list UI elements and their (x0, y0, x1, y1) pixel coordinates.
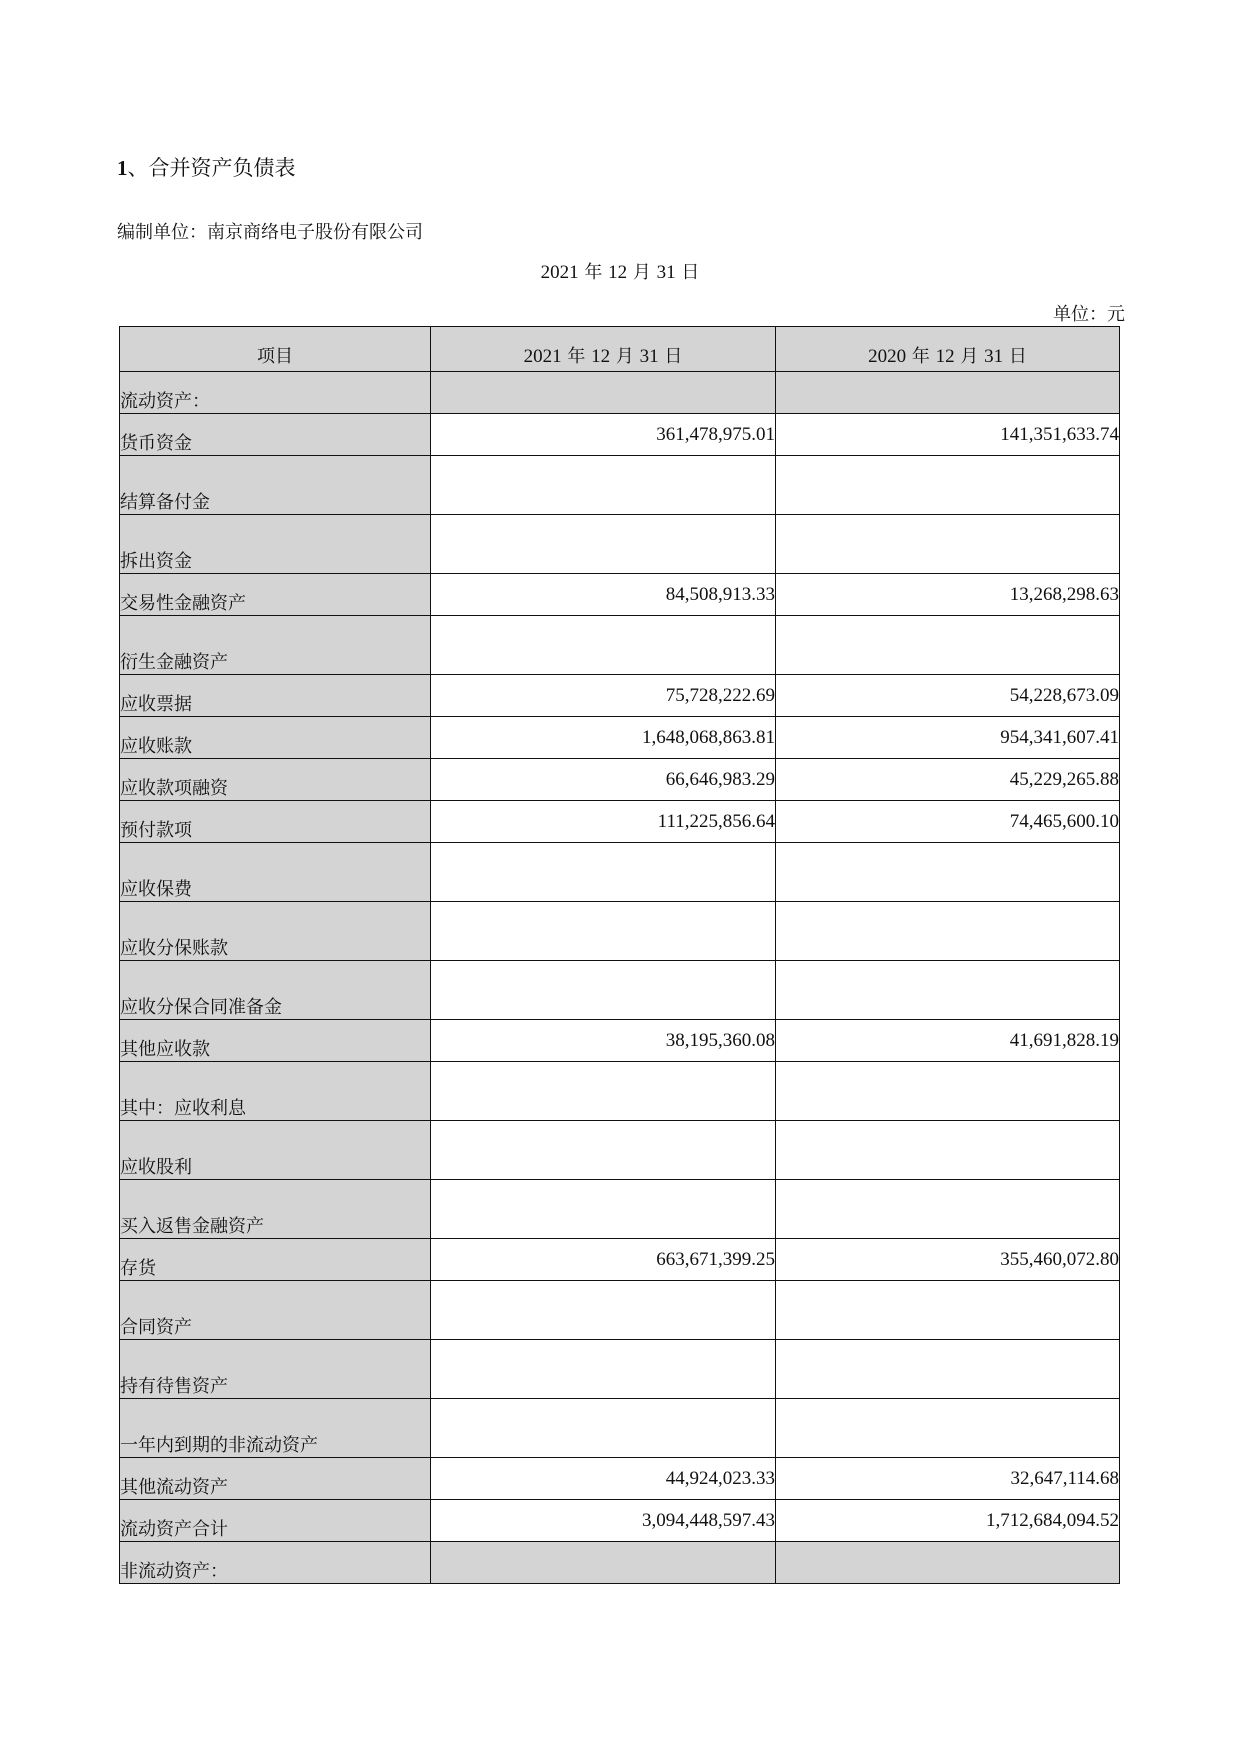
report-date: 2021 年 12 月 31 日 (540, 262, 700, 283)
value-2021: 3,094,448,597.43 (431, 1500, 776, 1542)
table-row (120, 1542, 1120, 1584)
row-label: 非流动资产： (120, 1542, 431, 1584)
table-row (120, 1399, 1120, 1458)
table-row (120, 515, 1120, 574)
value-2021 (431, 1542, 776, 1584)
value-2021 (431, 1062, 776, 1121)
value-2020 (776, 961, 1120, 1020)
value-2020: 141,351,633.74 (776, 414, 1120, 456)
balance-sheet-table (119, 326, 1120, 1584)
value-2021 (431, 843, 776, 902)
table-row (120, 456, 1120, 515)
row-label: 流动资产合计 (120, 1500, 431, 1542)
row-label: 拆出资金 (120, 515, 431, 574)
value-2020 (776, 1340, 1120, 1399)
value-2021 (431, 1121, 776, 1180)
header-2020: 2020 年 12 月 31 日 (776, 327, 1120, 372)
value-2021: 111,225,856.64 (431, 801, 776, 843)
value-2021: 75,728,222.69 (431, 675, 776, 717)
row-label: 预付款项 (120, 801, 431, 843)
header-2021: 2021 年 12 月 31 日 (431, 327, 776, 372)
table-header-row (120, 327, 1120, 372)
value-2020: 954,341,607.41 (776, 717, 1120, 759)
value-2021 (431, 902, 776, 961)
section-title-text: 合并资产负债表 (148, 156, 296, 180)
row-label: 应收分保账款 (120, 902, 431, 961)
header-item: 项目 (120, 327, 431, 372)
table-row (120, 1062, 1120, 1121)
value-2020 (776, 1281, 1120, 1340)
value-2021 (431, 1340, 776, 1399)
value-2020: 1,712,684,094.52 (776, 1500, 1120, 1542)
table-row (120, 1281, 1120, 1340)
table-row (120, 372, 1120, 414)
value-2020 (776, 1399, 1120, 1458)
section-title (117, 152, 296, 182)
row-label: 应收账款 (120, 717, 431, 759)
row-label: 货币资金 (120, 414, 431, 456)
value-2020: 13,268,298.63 (776, 574, 1120, 616)
section-number: 1 (117, 156, 128, 180)
row-label: 持有待售资产 (120, 1340, 431, 1399)
row-label: 其中：应收利息 (120, 1062, 431, 1121)
table-row (120, 616, 1120, 675)
table-row (120, 1239, 1120, 1281)
table-row (120, 801, 1120, 843)
row-label: 衍生金融资产 (120, 616, 431, 675)
value-2020 (776, 456, 1120, 515)
table-row (120, 414, 1120, 456)
value-2020: 41,691,828.19 (776, 1020, 1120, 1062)
value-2021: 1,648,068,863.81 (431, 717, 776, 759)
row-label: 交易性金融资产 (120, 574, 431, 616)
table-row (120, 1121, 1120, 1180)
value-2021: 44,924,023.33 (431, 1458, 776, 1500)
value-2021 (431, 1180, 776, 1239)
row-label: 一年内到期的非流动资产 (120, 1399, 431, 1458)
row-label: 结算备付金 (120, 456, 431, 515)
row-label: 应收分保合同准备金 (120, 961, 431, 1020)
row-label: 存货 (120, 1239, 431, 1281)
value-2021: 361,478,975.01 (431, 414, 776, 456)
value-2021 (431, 372, 776, 414)
value-2021 (431, 1399, 776, 1458)
table-row (120, 902, 1120, 961)
value-2020: 355,460,072.80 (776, 1239, 1120, 1281)
section-separator: 、 (127, 156, 149, 180)
table-row (120, 574, 1120, 616)
compiling-entity: 编制单位：南京商络电子股份有限公司 (117, 222, 423, 243)
value-2021 (431, 961, 776, 1020)
value-2020 (776, 1121, 1120, 1180)
table-row (120, 1340, 1120, 1399)
value-2020 (776, 616, 1120, 675)
value-2021: 66,646,983.29 (431, 759, 776, 801)
row-label: 流动资产： (120, 372, 431, 414)
value-2020 (776, 1542, 1120, 1584)
row-label: 应收股利 (120, 1121, 431, 1180)
row-label: 其他应收款 (120, 1020, 431, 1062)
table-row (120, 1020, 1120, 1062)
value-2020: 54,228,673.09 (776, 675, 1120, 717)
row-label: 其他流动资产 (120, 1458, 431, 1500)
value-2020 (776, 372, 1120, 414)
value-2020: 45,229,265.88 (776, 759, 1120, 801)
value-2020 (776, 1062, 1120, 1121)
value-2020 (776, 902, 1120, 961)
currency-unit: 单位：元 (1053, 304, 1125, 325)
value-2020 (776, 1180, 1120, 1239)
value-2021 (431, 515, 776, 574)
value-2021: 663,671,399.25 (431, 1239, 776, 1281)
table-row (120, 843, 1120, 902)
value-2021 (431, 1281, 776, 1340)
value-2020 (776, 515, 1120, 574)
row-label: 合同资产 (120, 1281, 431, 1340)
table-row (120, 675, 1120, 717)
value-2021: 84,508,913.33 (431, 574, 776, 616)
value-2020: 32,647,114.68 (776, 1458, 1120, 1500)
row-label: 应收款项融资 (120, 759, 431, 801)
value-2021 (431, 616, 776, 675)
row-label: 应收票据 (120, 675, 431, 717)
value-2021: 38,195,360.08 (431, 1020, 776, 1062)
row-label: 买入返售金融资产 (120, 1180, 431, 1239)
table-row (120, 759, 1120, 801)
table-row (120, 1458, 1120, 1500)
row-label: 应收保费 (120, 843, 431, 902)
value-2021 (431, 456, 776, 515)
table-row (120, 1500, 1120, 1542)
value-2020: 74,465,600.10 (776, 801, 1120, 843)
value-2020 (776, 843, 1120, 902)
table-row (120, 1180, 1120, 1239)
table-row (120, 961, 1120, 1020)
table-row (120, 717, 1120, 759)
